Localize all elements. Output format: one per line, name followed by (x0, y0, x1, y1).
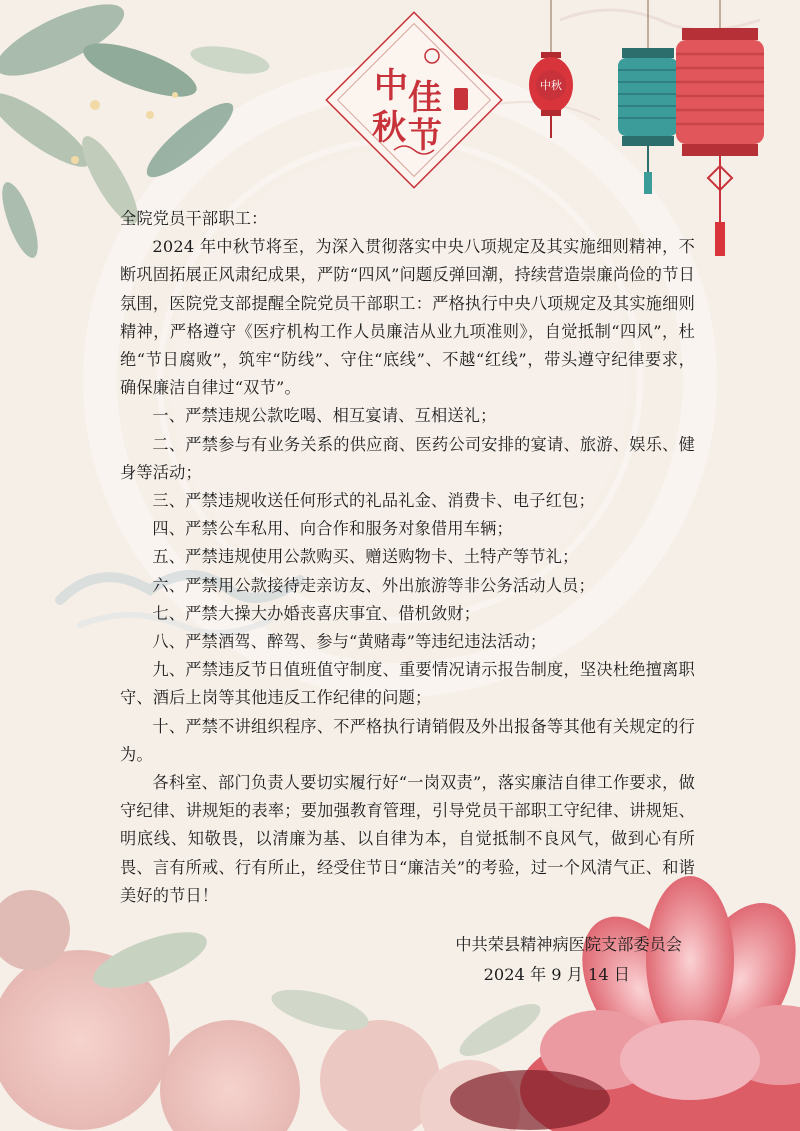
rule-item: 四、严禁公车私用、向合作和服务对象借用车辆； (152, 519, 513, 539)
intro-paragraph: 2024 年中秋节将至，为深入贯彻落实中央八项规定及其实施细则精神，不断巩固拓展正风肃纪成果，严防“四风”问题反弹回潮，持续营造崇廉尚俭的节日氛围，医院党支部提醒全院党员干部职工：严格执行中央八项规定及其实施细则精神，严格遵守《医疗机构工作人员廉洁从业九项准则》，自觉抵制“四风”，杜绝“节日腐败”，筑牢“防线”、守住“底线”、不越“红线”，带头遵守纪律要求，确保廉洁自律过“双节”。 (120, 237, 695, 398)
badge-char-3: 秋 (372, 108, 406, 148)
salutation: 全院党员干部职工： (120, 209, 268, 228)
badge-char-2: 佳 (408, 78, 442, 118)
badge-char-4: 节 (408, 116, 442, 156)
lotus-decoration (450, 876, 800, 1131)
rule-item: 七、严禁大操大办婚丧喜庆事宜、借机敛财； (152, 603, 481, 623)
signature-block (455, 930, 682, 990)
rule-item: 一、严禁违规公款吃喝、相互宴请、互相送礼； (152, 406, 497, 426)
lantern-label: 中秋 (536, 70, 566, 100)
rule-item: 六、严禁用公款接待走亲访友、外出旅游等非公务活动人员； (152, 575, 595, 595)
signature-org: 中共荣县精神病医院支部委员会 (455, 935, 682, 954)
rule-item: 八、严禁酒驾、醉驾、参与“黄赌毒”等违纪违法活动； (152, 632, 547, 652)
festival-title-art (352, 38, 476, 162)
closing-paragraph: 各科室、部门负责人要切实履行好“一岗双责”，落实廉洁自律工作要求，做守纪律、讲规矩的表率；要加强教育管理，引导党员干部职工守纪律、讲规矩、明底线、知敬畏，以清廉为基、以自律为本，自觉抵制不良风气，做到心有所畏、言有所戒、行有所止，经受住节日“廉洁关”的考验，过一个风清气正、和谐美好的节日！ (120, 773, 695, 905)
rule-item: 五、严禁违规使用公款购买、赠送购物卡、土特产等节礼； (152, 547, 579, 567)
notice-body (120, 205, 695, 910)
rule-item: 二、严禁参与有业务关系的供应商、医药公司安排的宴请、旅游、娱乐、健身等活动； (120, 434, 695, 482)
rule-item: 九、严禁违反节日值班值守制度、重要情况请示报告制度，坚决杜绝擅离职守、酒后上岗等其他违反工作纪律的问题； (120, 660, 695, 708)
rule-item: 十、严禁不讲组织程序、不严格执行请销假及外出报备等其他有关规定的行为。 (120, 716, 695, 764)
signature-date: 2024 年 9 月 14 日 (483, 965, 630, 984)
rule-item: 三、严禁违规收送任何形式的礼品礼金、消费卡、电子红包； (152, 491, 595, 511)
badge-char-1: 中 (374, 66, 408, 106)
